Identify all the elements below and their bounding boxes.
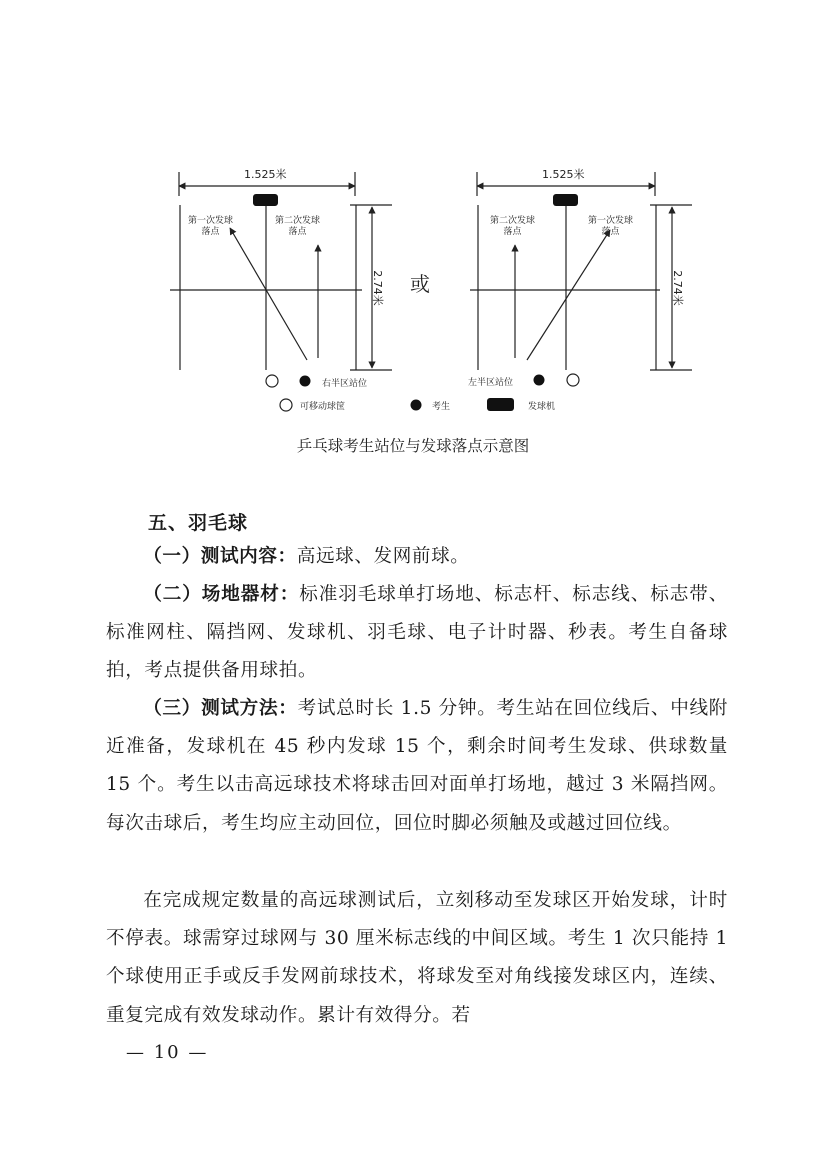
diagram-caption: 乒乓球考生站位与发球落点示意图 bbox=[296, 437, 530, 455]
paragraph-lead: （二）场地器材： bbox=[143, 584, 300, 605]
examinee-right bbox=[534, 375, 545, 386]
paragraph-equipment bbox=[106, 576, 728, 691]
page-number: — 10 — bbox=[126, 1042, 209, 1063]
left-station-label: 右半区站位 bbox=[322, 379, 368, 389]
table-tennis-diagram bbox=[0, 0, 826, 440]
section-title: 五、羽毛球 bbox=[148, 512, 249, 534]
right-first-landing-label: 第一次发球 落点 bbox=[588, 216, 634, 237]
paragraph-method bbox=[106, 690, 728, 843]
left-length-label: 2.74米 bbox=[370, 270, 384, 306]
right-station-label: 左半区站位 bbox=[468, 378, 514, 388]
serving-machine-right bbox=[553, 194, 578, 206]
legend-examinee-icon bbox=[411, 400, 422, 411]
left-court bbox=[170, 172, 392, 370]
paragraph-lead: （三）测试方法： bbox=[143, 698, 298, 719]
paragraph-serve bbox=[106, 882, 728, 1035]
paragraph-text: 标准羽毛球单打场地、标志杆、标志线、标志带、标准网柱、隔挡网、发球机、羽毛球、电子计时器、秒表。考生自备球拍，考点提供备用球拍。 bbox=[106, 584, 728, 682]
paragraph-text: 高远球、发网前球。 bbox=[296, 546, 470, 567]
paragraph-lead: （一）测试内容： bbox=[143, 546, 297, 567]
paragraph-text: 在完成规定数量的高远球测试后，立刻移动至发球区开始发球，计时不停表。球需穿过球网与 30 厘米标志线的中间区域。考生 1 次只能持 1 个球使用正手或反手发网前球技术，将球发至对角线接发球区内，连续、重复完成有效发球动作。累计有效得分。若 bbox=[106, 890, 728, 1026]
right-width-label: 1.525米 bbox=[542, 168, 585, 181]
left-width-label: 1.525米 bbox=[244, 168, 287, 181]
basket-left bbox=[266, 375, 278, 387]
legend-machine-icon bbox=[487, 398, 514, 411]
legend-basket-label: 可移动球筐 bbox=[300, 402, 346, 412]
paragraph-text: 考试总时长 1.5 分钟。考生站在回位线后、中线附近准备，发球机在 45 秒内发球 15 个，剩余时间考生发球、供球数量 15 个。考生以击高远球技术将球击回对面单打场地，越过 3 米隔挡网。每次击球后，考生均应主动回位，回位时脚必须触及或越过回位线。 bbox=[106, 698, 728, 834]
legend-machine-label: 发球机 bbox=[528, 402, 556, 412]
diagram-lines bbox=[0, 0, 826, 440]
left-second-landing-label: 第二次发球 落点 bbox=[275, 216, 321, 237]
paragraph-test-content bbox=[106, 538, 728, 576]
serving-machine-left bbox=[253, 194, 278, 206]
basket-right bbox=[567, 374, 579, 386]
left-first-landing-label: 第一次发球 落点 bbox=[188, 216, 234, 237]
legend-basket-icon bbox=[280, 399, 292, 411]
or-label: 或 bbox=[410, 272, 430, 296]
right-court bbox=[470, 172, 692, 370]
examinee-left bbox=[300, 376, 311, 387]
legend-examinee-label: 考生 bbox=[432, 402, 451, 412]
right-second-landing-label: 第二次发球 落点 bbox=[490, 216, 536, 237]
right-length-label: 2.74米 bbox=[670, 270, 684, 306]
